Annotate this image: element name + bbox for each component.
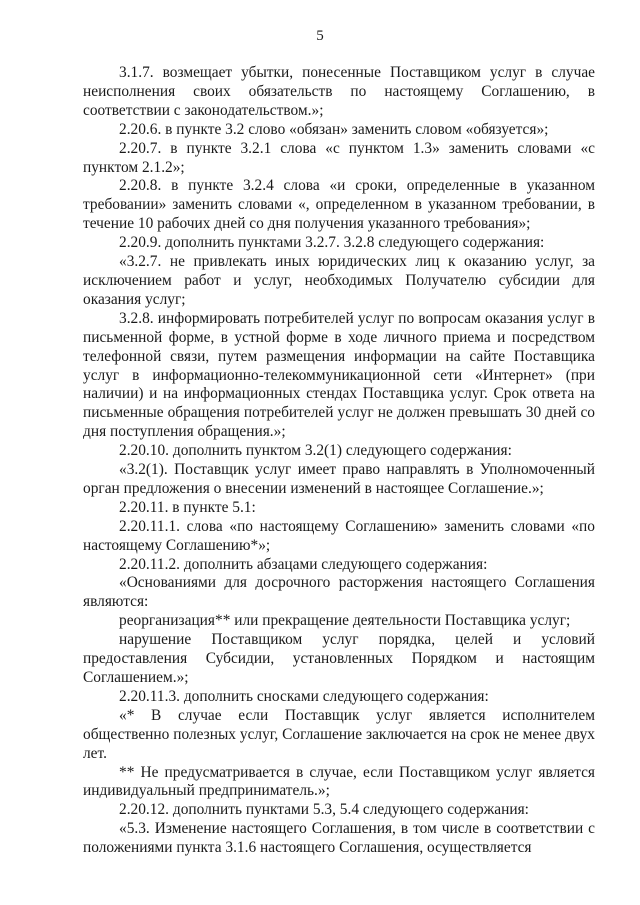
paragraph: «3.2.7. не привлекать иных юридических лиц к оказанию услуг, за исключением работ и услуг, необходимых Получателю субсидии для оказания услуг; (83, 253, 595, 308)
paragraph: 3.2.8. информировать потребителей услуг по вопросам оказания услуг в письменной форме, в устной форме в ходе личного приема и посредством телефонной связи, путем размещения информации на сайте Поставщика услуг в информационно-телекоммуникационной сети «Интернет» (при наличии) и на информационных стендах Поставщика услуг. Срок ответа на письменные обращения потребителей услуг не должен превышать 30 дней со дня поступления обращения.»; (83, 309, 595, 441)
paragraph: 3.1.7. возмещает убытки, понесенные Поставщиком услуг в случае неисполнения своих обязательств по настоящему Соглашению, в соответствии с законодательством.»; (83, 64, 595, 119)
paragraph: 2.20.11. в пункте 5.1: (119, 498, 256, 516)
paragraph: 2.20.11.1. слова «по настоящему Соглашению» заменить словами «по настоящему Соглашению*»; (83, 517, 595, 554)
paragraph: 2.20.10. дополнить пунктом 3.2(1) следующего содержания: (119, 442, 512, 460)
paragraph: «* В случае если Поставщик услуг является исполнителем общественно полезных услуг, Соглашение заключается на срок не менее двух лет. (83, 706, 595, 762)
paragraph: 2.20.12. дополнить пунктами 5.3, 5.4 следующего содержания: (119, 801, 529, 819)
paragraph: 2.20.7. в пункте 3.2.1 слова «с пунктом 1.3» заменить словами «с пунктом 2.1.2»; (83, 139, 595, 176)
paragraph: «5.3. Изменение настоящего Соглашения, в том числе в соответствии с положениями пункта 3.1.6 настоящего Соглашения, осуществляется (83, 820, 595, 857)
paragraph: 2.20.8. в пункте 3.2.4 слова «и сроки, определенные в указанном требовании» заменить словами «, определенном в указанном требовании, в течение 10 рабочих дней со дня получения указанного требования»; (83, 177, 595, 233)
paragraph: «3.2(1). Поставщик услуг имеет право направлять в Уполномоченный орган предложения о внесении изменений в настоящее Соглашение.»; (83, 461, 595, 497)
paragraph: 2.20.11.2. дополнить абзацами следующего содержания: (119, 555, 488, 573)
paragraph: «Основаниями для досрочного расторжения настоящего Соглашения являются: (83, 574, 595, 611)
paragraph: нарушение Поставщиком услуг порядка, целей и условий предоставления Субсидии, установленных Порядком и настоящим Соглашением.»; (83, 631, 595, 686)
paragraph: 2.20.6. в пункте 3.2 слово «обязан» заменить словом «обязуется»; (119, 120, 549, 138)
paragraph: 2.20.9. дополнить пунктами 3.2.7. 3.2.8 следующего содержания: (119, 234, 545, 252)
page-number: 5 (316, 28, 324, 44)
paragraph: реорганизация** или прекращение деятельности Поставщика услуг; (119, 612, 571, 630)
paragraph: ** Не предусматривается в случае, если Поставщиком услуг является индивидуальный предприниматель.»; (83, 763, 595, 800)
document-body (83, 64, 595, 858)
paragraph: 2.20.11.3. дополнить сносками следующего содержания: (119, 687, 489, 705)
